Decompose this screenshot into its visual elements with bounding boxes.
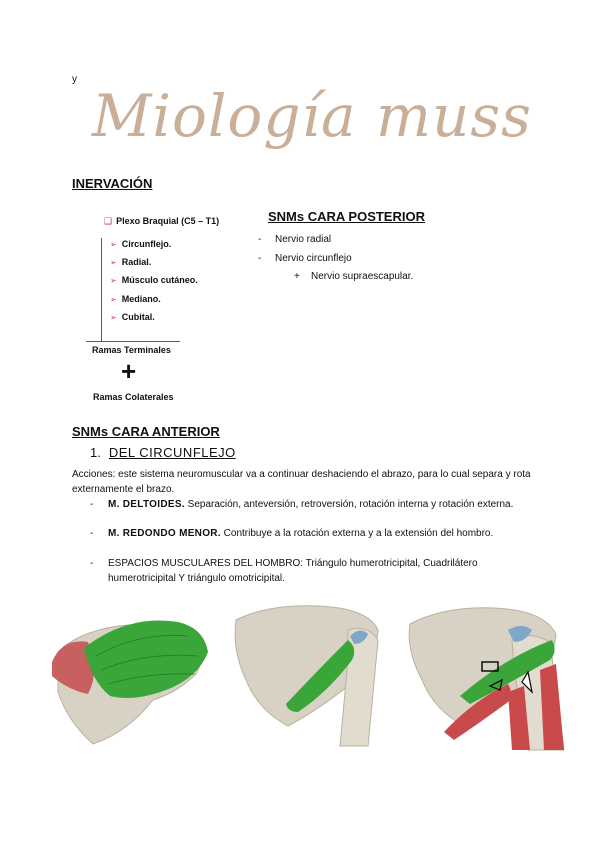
- bullet-text: Separación, anteversión, retroversión, rotación interna y rotación externa.: [184, 499, 514, 510]
- bullet-content: [108, 556, 530, 586]
- dash-marker: -: [90, 558, 94, 569]
- bracket-horizontal-line: [86, 341, 180, 342]
- posterior-heading: SNMs CARA POSTERIOR: [268, 209, 425, 224]
- bullet-item: [90, 556, 530, 586]
- section-title: [90, 445, 236, 460]
- posterior-list: [258, 233, 352, 271]
- branch-label: Radial.: [121, 257, 152, 268]
- posterior-sub-item: [294, 271, 413, 282]
- plus-icon: +: [121, 356, 137, 386]
- deltoid-illustration: [48, 612, 210, 750]
- list-item: [110, 310, 198, 328]
- list-item: [110, 292, 198, 310]
- bracket-vertical-line: [101, 238, 102, 342]
- bullet-bold: M. REDONDO MENOR.: [108, 528, 221, 539]
- branch-label: Circunflejo.: [121, 239, 172, 249]
- arrow-icon: ➢: [110, 312, 117, 322]
- list-item: [110, 237, 198, 255]
- branch-label: Mediano.: [121, 293, 161, 304]
- posterior-item: Nervio radial: [275, 234, 332, 245]
- list-item: [258, 252, 352, 271]
- plexo-title: [104, 216, 219, 227]
- bullet-item: [90, 526, 530, 541]
- page-mark: y: [72, 74, 77, 85]
- shoulder-spaces-illustration: [404, 600, 576, 752]
- bullet-content: [108, 526, 530, 541]
- biceps-red-shape: [540, 664, 564, 750]
- bullet-item: [90, 497, 530, 512]
- arrow-icon: ➢: [110, 258, 117, 268]
- list-item: [258, 233, 352, 252]
- dash-marker: -: [258, 253, 262, 264]
- teres-minor-illustration: [228, 600, 386, 748]
- posterior-item: Nervio circunflejo: [275, 253, 352, 264]
- checkbox-icon: ❑: [104, 216, 113, 226]
- bullet-content: [108, 497, 530, 512]
- arrow-icon: ➢: [110, 294, 117, 304]
- dash-marker: -: [258, 234, 262, 245]
- dash-marker: -: [90, 528, 94, 539]
- plus-marker: +: [294, 271, 300, 282]
- section-title-text: DEL CIRCUNFLEJO: [108, 445, 236, 460]
- dash-marker: -: [90, 499, 94, 510]
- bullet-text: Contribuye a la rotación externa y a la extensión del hombro.: [220, 528, 494, 539]
- bullet-text: ESPACIOS MUSCULARES DEL HOMBRO: Triángulo humerotricipital, Cuadrilátero humerotricipital Y triángulo omotricipital.: [108, 558, 478, 584]
- list-item: [110, 255, 198, 273]
- page-title: Miología muss: [92, 82, 532, 150]
- plexo-title-text: Plexo Braquial (C5 – T1): [116, 216, 220, 226]
- posterior-sub-text: Nervio supraescapular.: [311, 271, 414, 282]
- branch-list: [110, 237, 198, 328]
- arrow-icon: ➢: [110, 240, 117, 249]
- section-number: 1.: [90, 445, 101, 460]
- list-item: [110, 273, 198, 291]
- ramas-colaterales-label: Ramas Colaterales: [93, 392, 174, 402]
- inervacion-heading: INERVACIÓN: [72, 176, 153, 191]
- branch-label: Músculo cutáneo.: [121, 275, 198, 286]
- arrow-icon: ➢: [110, 276, 117, 286]
- acciones-paragraph: Acciones: este sistema neuromuscular va a continuar deshaciendo el abrazo, para lo cual separa y rota externamente el brazo.: [72, 469, 531, 495]
- branch-label: Cubital.: [121, 311, 155, 322]
- ramas-terminales-label: Ramas Terminales: [92, 345, 171, 355]
- anterior-heading: SNMs CARA ANTERIOR: [72, 424, 220, 439]
- bullet-bold: M. DELTOIDES.: [108, 499, 185, 510]
